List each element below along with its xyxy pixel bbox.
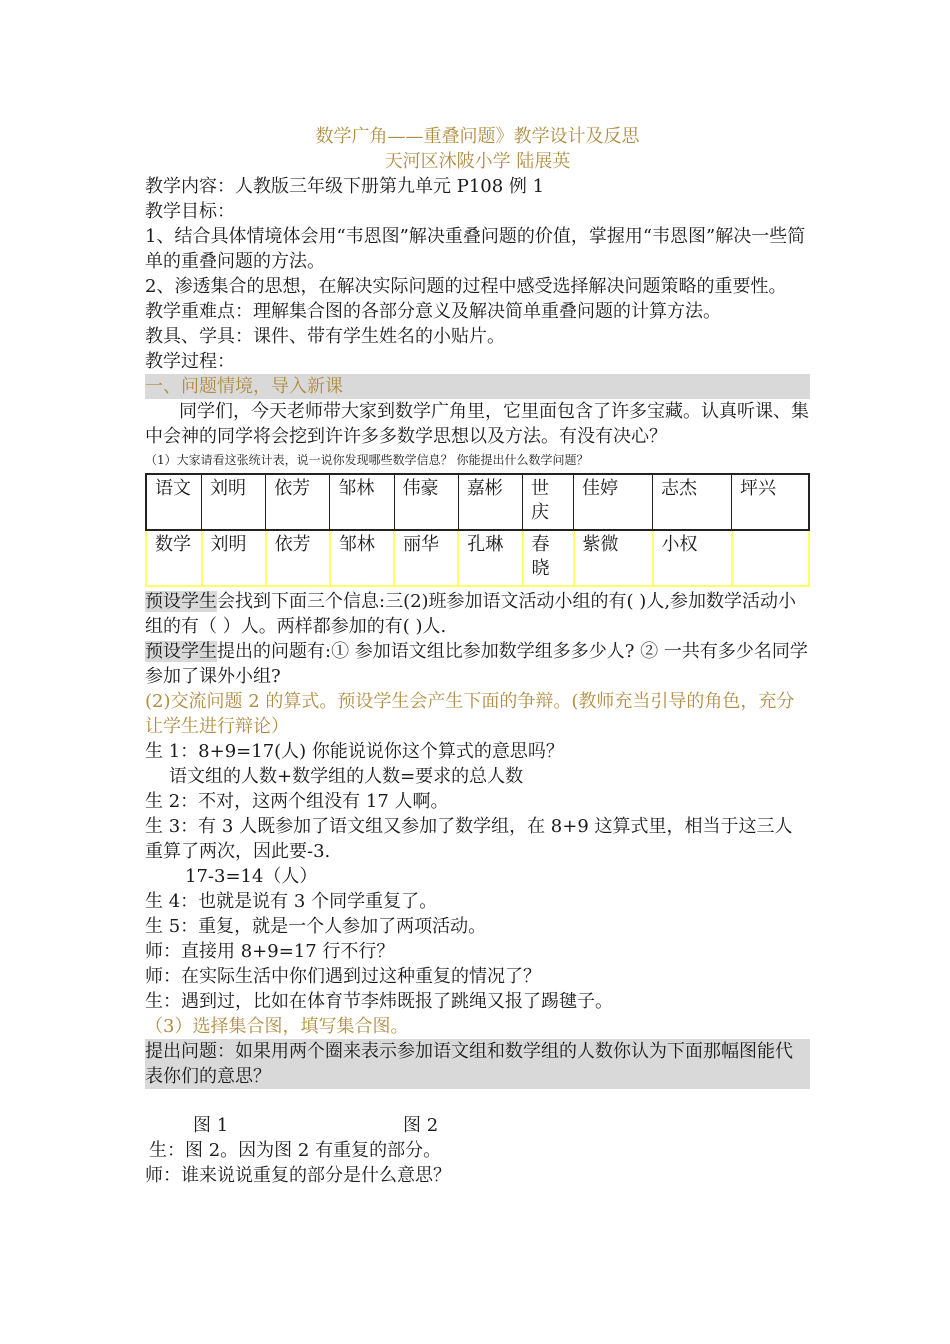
question: 提出问题：如果用两个圈来表示参加语文组和数学组的人数你认为下面那幅图能代表你们的意思？: [145, 1039, 810, 1089]
figure-labels: [145, 1113, 810, 1138]
student-answer: 生：遇到过，比如在体育节李炜既报了跳绳又报了踢毽子。: [145, 991, 613, 1012]
table-cell: 春晓: [523, 530, 574, 586]
student-3-equation: 17-3=14（人）: [185, 866, 318, 887]
table-cell: 丽华: [394, 530, 458, 586]
student-3: 生 3：有 3 人既参加了语文组又参加了数学组，在 8+9 这算式里，相当于这三人重算了两次，因此要-3.: [145, 816, 793, 862]
teaching-tools: 教具、学具：课件、带有学生姓名的小贴片。: [145, 326, 505, 347]
teaching-content: 教学内容：人教版三年级下册第九单元 P108 例 1: [145, 176, 545, 197]
teacher-3: 师：谁来说说重复的部分是什么意思？: [145, 1165, 451, 1186]
table-cell: 依芳: [266, 474, 330, 530]
figure-2-label: 图 2: [403, 1115, 439, 1136]
table-cell: 志杰: [653, 474, 732, 530]
table-cell: 紫微: [574, 530, 653, 586]
table-cell: 嘉彬: [458, 474, 522, 530]
table-row-chinese: [146, 474, 809, 530]
goal-1: 1、结合具体情境体会用“韦恩图”解决重叠问题的价值，掌握用“韦恩图”解决一些简单的重叠问题的方法。: [145, 226, 806, 272]
preset-2: [145, 639, 810, 689]
table-cell: 邹林: [330, 530, 394, 586]
teacher-1: 师：直接用 8+9=17 行不行？: [145, 941, 395, 962]
table-cell: 刘明: [202, 530, 266, 586]
student-2: 生 2：不对，这两个组没有 17 人啊。: [145, 791, 449, 812]
intro-paragraph: [145, 399, 810, 449]
student-4: 生 4：也就是说有 3 个同学重复了。: [145, 891, 438, 912]
stats-table: [145, 473, 810, 587]
student-5: 生 5：重复，就是一个人参加了两项活动。: [145, 916, 487, 937]
doc-author: 天河区沐陂小学 陆展英: [384, 151, 571, 172]
preset-1: [145, 589, 810, 639]
student-1-explain: 语文组的人数+数学组的人数=要求的总人数: [169, 766, 524, 787]
table-cell: 依芳: [266, 530, 330, 586]
table-cell: 佳婷: [574, 474, 653, 530]
table-cell: [732, 530, 810, 586]
table-cell: 伟豪: [394, 474, 458, 530]
table-cell: 坪兴: [732, 474, 810, 530]
table-cell: 刘明: [202, 474, 266, 530]
process-heading: 教学过程：: [145, 351, 235, 372]
doc-title: 数学广角——重叠问题》教学设计及反思: [315, 126, 640, 147]
intro-text: 同学们，今天老师带大家到数学广角里，它里面包含了许多宝藏。认真听课、集中会神的同学将会挖到许许多多数学思想以及方法。有没有决心？: [145, 401, 809, 447]
section-1-heading: 一、问题情境，导入新课: [145, 374, 810, 399]
key-points: 教学重难点：理解集合图的各部分意义及解决简单重叠问题的计算方法。: [145, 301, 721, 322]
document-page: [145, 124, 810, 1188]
table-cell: 孔琳: [458, 530, 522, 586]
table-cell: 小权: [653, 530, 732, 586]
figure-1-label: 图 1: [193, 1115, 229, 1136]
table-cell: 数学: [146, 530, 202, 586]
small-note: （1）大家请看这张统计表，说一说你发现哪些数学信息？ 你能提出什么数学问题？: [145, 453, 589, 467]
table-row-math: [146, 530, 809, 586]
table-cell: 世庆: [523, 474, 574, 530]
preset-label: 预设学生: [145, 591, 217, 612]
step-3: （3）选择集合图，填写集合图。: [145, 1016, 409, 1037]
preset-2-text: 提出的问题有:① 参加语文组比参加数学组多多少人? ② 一共有多少名同学参加了课外小组?: [145, 641, 808, 687]
preset-1-text: 会找到下面三个信息:三(2)班参加语文活动小组的有( )人,参加数学活动小组的有（ ）人。两样都参加的有( )人.: [145, 591, 797, 637]
table-cell: 语文: [146, 474, 202, 530]
step-2: (2)交流问题 2 的算式。预设学生会产生下面的争辩。(教师充当引导的角色，充分让学生进行辩论）: [145, 691, 795, 737]
student-figure-answer: 生：图 2。因为图 2 有重复的部分。: [149, 1140, 442, 1161]
table-cell: 邹林: [330, 474, 394, 530]
preset-label: 预设学生: [145, 641, 217, 662]
teacher-2: 师：在实际生活中你们遇到过这种重复的情况了？: [145, 966, 541, 987]
goals-heading: 教学目标：: [145, 201, 235, 222]
student-1: 生 1：8+9=17(人) 你能说说你这个算式的意思吗？: [145, 741, 564, 762]
goal-2: 2、渗透集合的思想，在解决实际问题的过程中感受选择解决问题策略的重要性。: [145, 276, 787, 297]
